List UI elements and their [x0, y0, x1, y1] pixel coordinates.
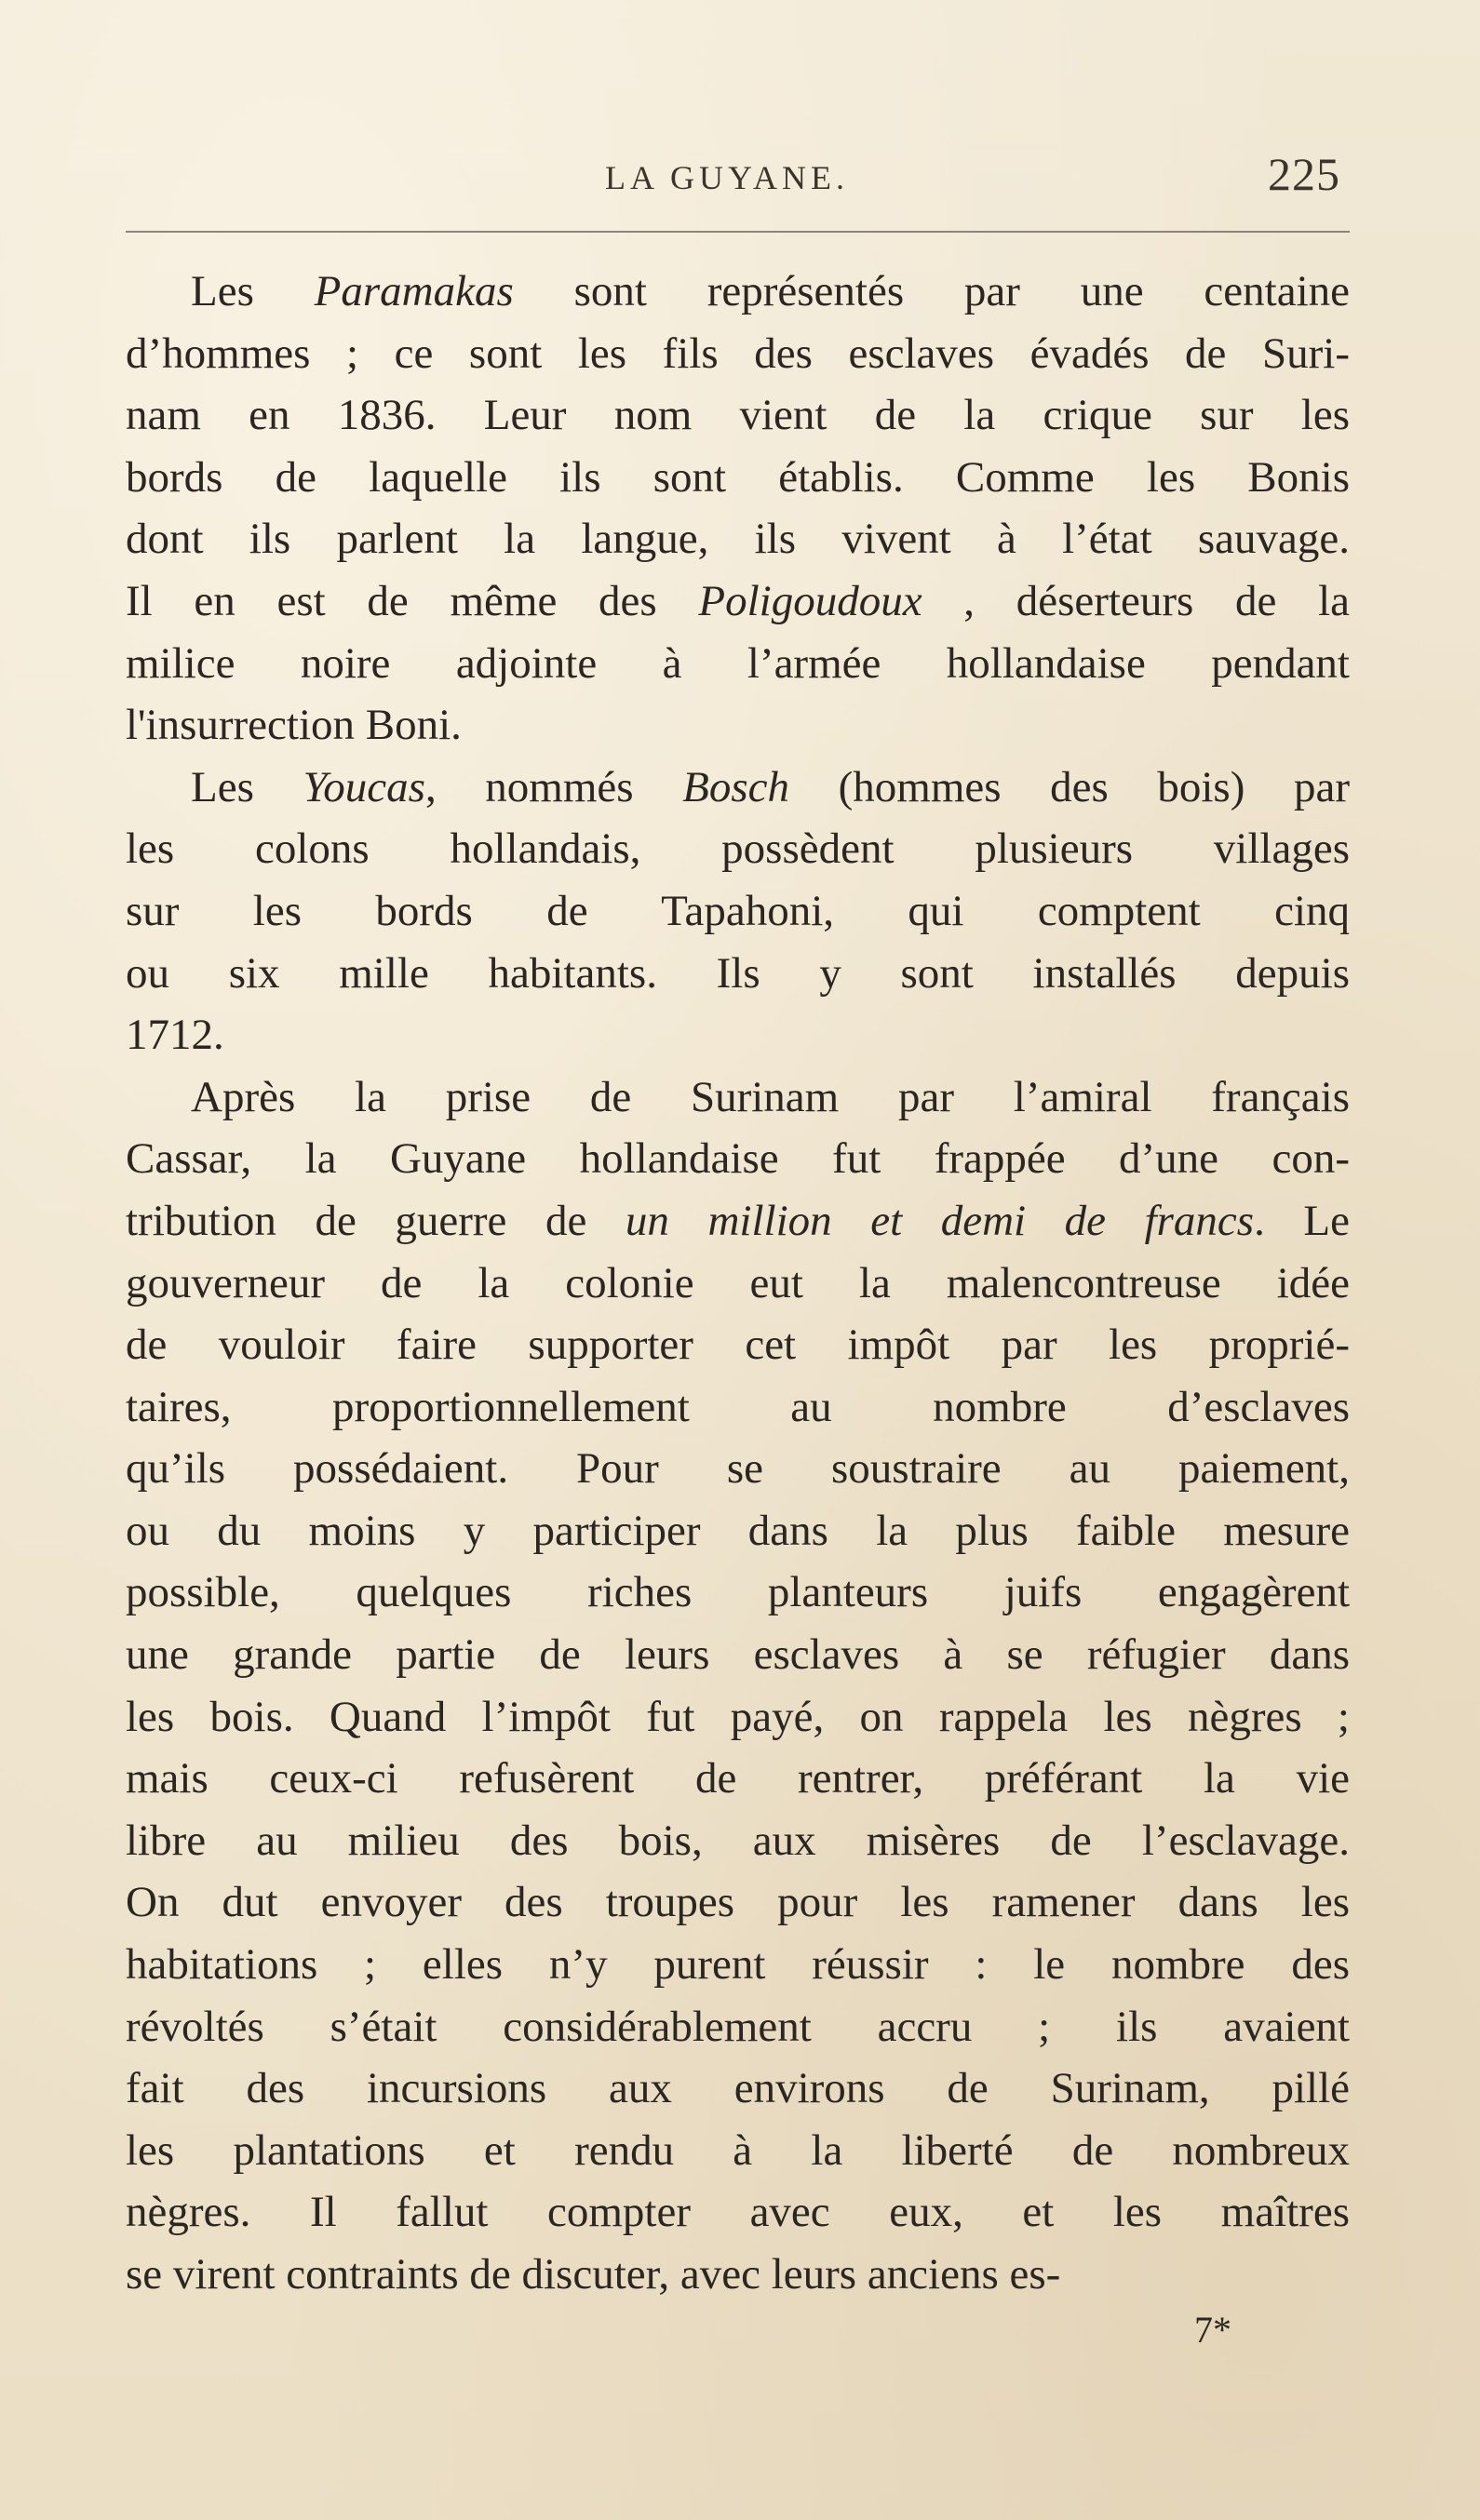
text-segment: bords de laquelle ils sont établis. Comme les Bonis: [126, 452, 1350, 502]
text-segment: On dut envoyer des troupes pour les ramener dans les: [126, 1878, 1350, 1927]
text-line: [126, 1190, 1350, 1253]
text-segment: dont ils parlent la langue, ils vivent à l’état sauvage.: [126, 515, 1350, 564]
page-number: 225: [1268, 148, 1340, 200]
text-line: [126, 633, 1350, 695]
text-segment: se virent contraints de discuter, avec leurs anciens es-: [126, 2250, 1061, 2299]
text-segment: les plantations et rendu à la liberté de nombreux: [126, 2125, 1350, 2175]
text-segment: ou six mille habitants. Ils y sont installés depuis: [126, 948, 1350, 998]
text-line: [126, 1438, 1350, 1500]
text-line: [126, 1004, 1350, 1066]
text-segment: Après la prise de Surinam par l’amiral français: [191, 1072, 1350, 1121]
paragraph-2: [126, 757, 1350, 1066]
text-line: [126, 1810, 1350, 1872]
text-segment: sur les bords de Tapahoni, qui comptent cinq: [126, 886, 1350, 935]
text-segment: l'insurrection Boni.: [126, 701, 462, 750]
text-line: [126, 943, 1350, 1005]
text-line: [126, 508, 1350, 570]
text-segment: nam en 1836. Leur nom vient de la crique sur les: [126, 391, 1350, 440]
text-line: [126, 1686, 1350, 1749]
text-segment: habitations ; elles n’y purent réussir : le nombre des: [126, 1940, 1350, 1990]
text-segment: . Le: [1254, 1196, 1350, 1245]
text-line: [126, 1748, 1350, 1810]
body-text: [126, 261, 1350, 2306]
text-line: [126, 1871, 1350, 1934]
italic-text: Youcas: [303, 762, 425, 811]
text-segment: les colons hollandais, possèdent plusieurs villages: [126, 824, 1350, 874]
text-line: [126, 261, 1350, 323]
text-segment: Les: [191, 762, 303, 811]
text-line: [126, 2120, 1350, 2182]
paragraph-1: [126, 261, 1350, 757]
text-segment: (hommes des bois) par: [789, 762, 1350, 811]
text-line: [126, 2181, 1350, 2244]
text-segment: ou du moins y participer dans la plus faible mesure: [126, 1506, 1350, 1555]
text-segment: les bois. Quand l’impôt fut payé, on rappela les nègres ;: [126, 1692, 1350, 1741]
text-segment: libre au milieu des bois, aux misères de l’esclavage.: [126, 1816, 1350, 1865]
text-line: [126, 1996, 1350, 2058]
text-line: [126, 384, 1350, 447]
text-segment: taires, proportionnellement au nombre d’esclaves: [126, 1382, 1350, 1431]
text-segment: Les: [191, 267, 315, 315]
text-line: [126, 1624, 1350, 1686]
text-segment: , déserteurs de la: [922, 576, 1350, 625]
text-segment: Il en est de même des: [126, 576, 699, 625]
text-segment: mais ceux-ci refusèrent de rentrer, préférant la vie: [126, 1754, 1350, 1803]
text-line: [126, 1066, 1350, 1129]
text-segment: qu’ils possédaient. Pour se soustraire au paiement,: [126, 1444, 1350, 1494]
text-line: [126, 447, 1350, 509]
text-line: [126, 1314, 1350, 1376]
italic-text: Bosch: [682, 762, 790, 811]
text-line: [126, 570, 1350, 633]
text-segment: 1712.: [126, 1011, 224, 1060]
text-segment: d’hommes ; ce sont les fils des esclaves évadés de Suri-: [126, 328, 1350, 378]
paragraph-3: [126, 1066, 1350, 2306]
running-head: LA GUYANE.: [605, 159, 849, 196]
text-line: [126, 880, 1350, 943]
text-segment: de vouloir faire supporter cet impôt par les proprié-: [126, 1320, 1350, 1370]
text-line: [126, 1934, 1350, 1996]
header-rule: [126, 231, 1350, 233]
text-line: [126, 1376, 1350, 1439]
text-segment: tribution de guerre de: [126, 1196, 626, 1245]
italic-text: Paramakas: [314, 267, 514, 315]
italic-text: un million et demi de francs: [625, 1196, 1255, 1245]
italic-text: Poligoudoux: [698, 576, 922, 625]
text-segment: fait des incursions aux environs de Surinam, pillé: [126, 2064, 1350, 2113]
text-segment: milice noire adjointe à l’armée hollandaise pendant: [126, 638, 1350, 688]
text-segment: gouverneur de la colonie eut la malencontreuse idée: [126, 1258, 1350, 1307]
text-segment: sont représentés par une centaine: [513, 267, 1350, 315]
text-line: [126, 1562, 1350, 1624]
text-line: [126, 694, 1350, 757]
text-segment: révoltés s’était considérablement accru ; ils avaient: [126, 2002, 1350, 2051]
text-segment: Cassar, la Guyane hollandaise fut frappée d’une con-: [126, 1134, 1350, 1184]
signature-mark: 7*: [1194, 2309, 1231, 2351]
text-segment: possible, quelques riches planteurs juifs engagèrent: [126, 1568, 1350, 1617]
text-line: [126, 1128, 1350, 1190]
text-line: [126, 2244, 1350, 2306]
text-line: [126, 1253, 1350, 1315]
text-line: [126, 2058, 1350, 2120]
text-line: [126, 323, 1350, 385]
text-line: [126, 1500, 1350, 1562]
text-line: [126, 818, 1350, 880]
text-segment: une grande partie de leurs esclaves à se réfugier dans: [126, 1630, 1350, 1680]
text-segment: , nommés: [424, 762, 683, 811]
page-header: [126, 147, 1350, 212]
text-segment: nègres. Il fallut compter avec eux, et les maîtres: [126, 2188, 1350, 2237]
text-line: [126, 757, 1350, 819]
